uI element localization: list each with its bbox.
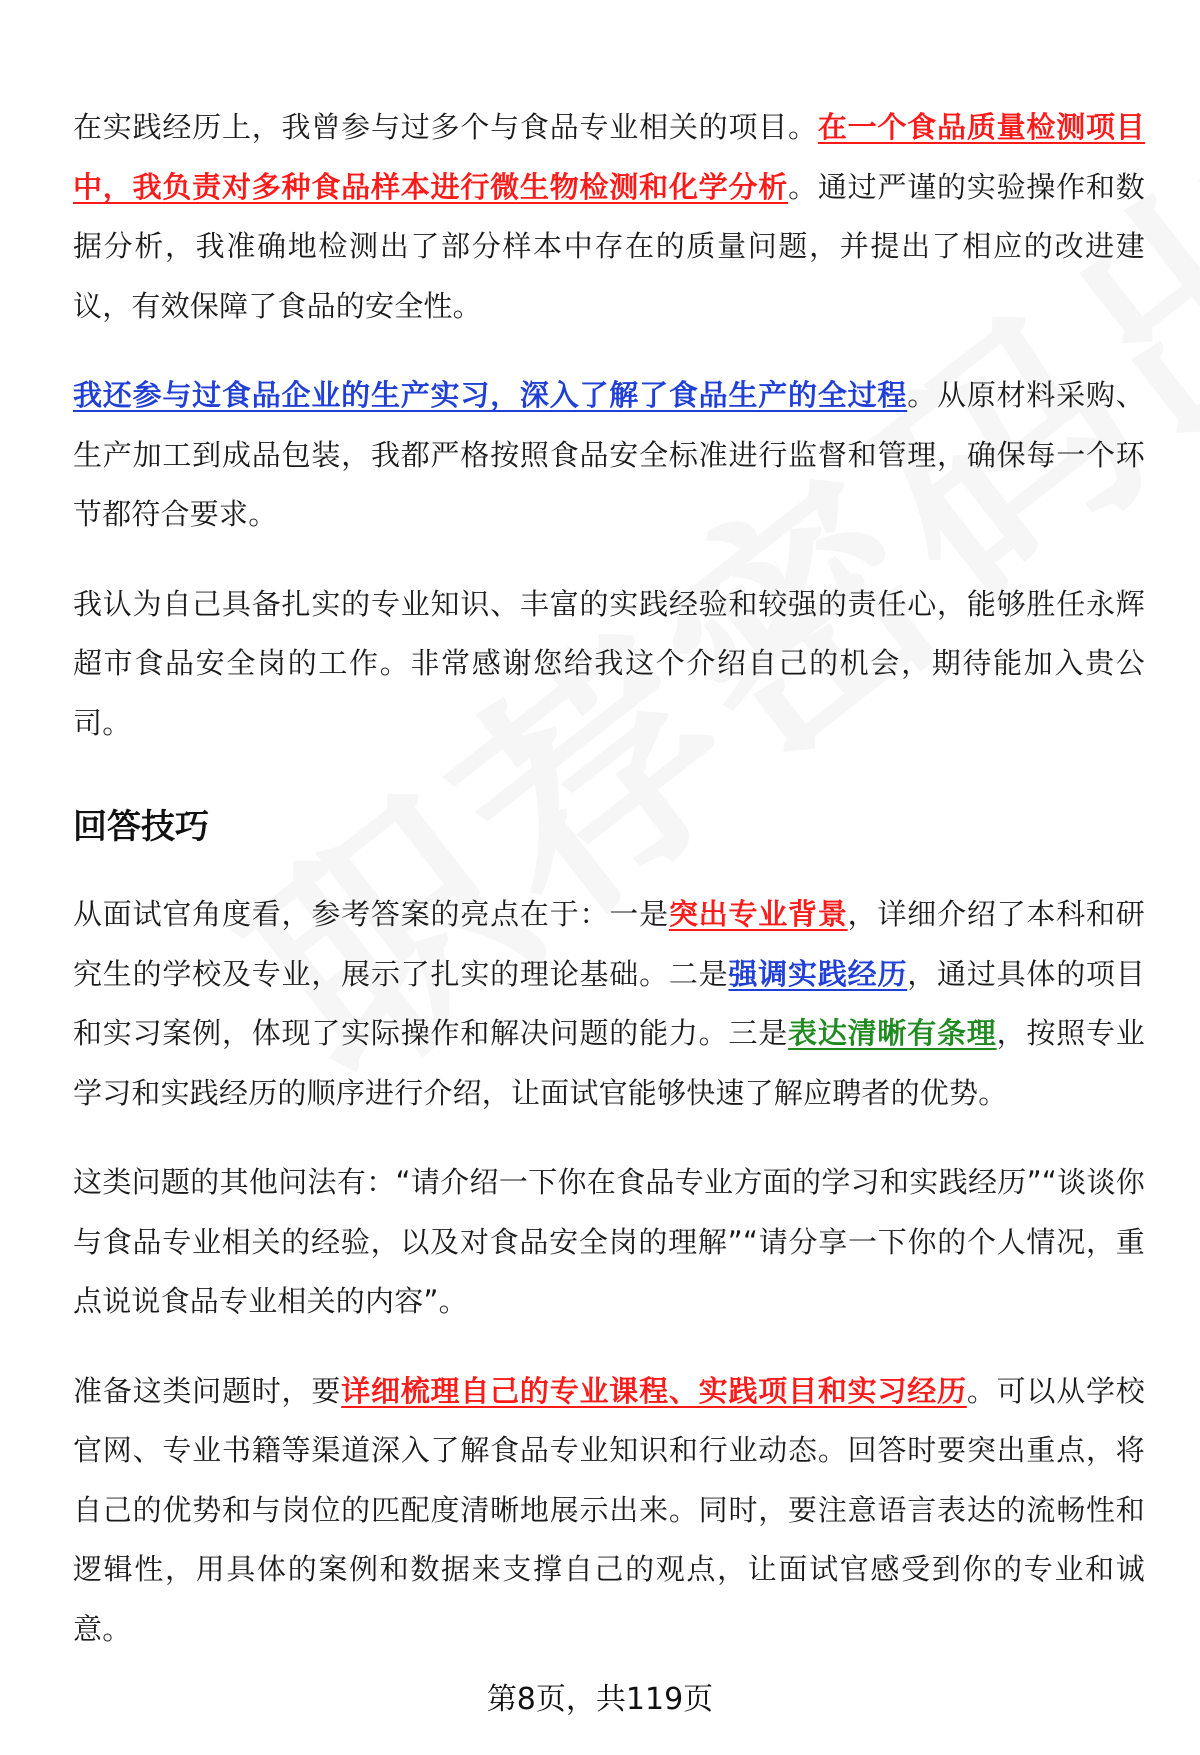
highlight-clear-expression: 表达清晰有条理 [788, 1016, 997, 1050]
section-heading: 回答技巧 [73, 807, 209, 847]
paragraph-conclusion [73, 575, 1145, 754]
text: 。可以从学校官网、专业书籍等渠道深入了解食品专业知识和行业动态。回答时要突出重点，将自己的优势和与岗位的匹配度清晰地展示出来。同时，要注意语言表达的流畅性和逻辑性，用具体的案例和数据来支撑自己的观点，让面试官感受到你的专业和诚意。 [73, 1373, 1145, 1646]
paragraph-practice-experience [73, 98, 1145, 336]
page-number: 第8页，共119页 [486, 1682, 714, 1717]
paragraph-highlights [73, 885, 1145, 1123]
highlight-sort-experience: 详细梳理自己的专业课程、实践项目和实习经历 [341, 1373, 967, 1408]
highlight-production-internship: 我还参与过食品企业的生产实习，深入了解了食品生产的全过程 [73, 378, 908, 412]
text: 我认为自己具备扎实的专业知识、丰富的实践经验和较强的责任心，能够胜任永辉超市食品安全岗的工作。非常感谢您给我这个介绍自己的机会，期待能加入贵公司。 [73, 586, 1145, 740]
paragraph-production-internship [73, 366, 1145, 545]
text: 。通过严谨的实验操作和数据分析，我准确地检测出了部分样本中存在的质量问题，并提出了相应的改进建议，有效保障了食品的安全性。 [73, 169, 1145, 323]
text: ，按照专业学习和实践经历的顺序进行介绍，让面试官能够快速了解应聘者的优势。 [73, 1016, 1145, 1110]
paragraph-preparation [73, 1362, 1145, 1660]
text: ，通过具体的项目和实习案例，体现了实际操作和解决问题的能力。三是 [73, 956, 1145, 1050]
document-body [73, 98, 1145, 1659]
text: 。从原材料采购、生产加工到成品包装，我都严格按照食品安全标准进行监督和管理，确保每一个环节都符合要求。 [73, 378, 1145, 531]
text: 从面试官角度看，参考答案的亮点在于：一是 [73, 897, 669, 931]
highlight-practice-experience: 强调实践经历 [728, 956, 908, 991]
text: ，详细介绍了本科和研究生的学校及专业，展示了扎实的理论基础。二是 [73, 897, 1145, 991]
paragraph-alternative-questions [73, 1153, 1145, 1332]
highlight-quality-testing: 在一个食品质量检测项目中，我负责对多种食品样本进行微生物检测和化学分析 [73, 110, 1145, 204]
text: 准备这类问题时，要 [73, 1373, 342, 1408]
highlight-professional-background: 突出专业背景 [668, 897, 848, 931]
text: 这类问题的其他问法有：“请介绍一下你在食品专业方面的学习和实践经历”“谈谈你与食品专业相关的经验，以及对食品安全岗的理解”“请分享一下你的个人情况，重点说说食品专业相关的内容”。 [73, 1165, 1145, 1318]
text: 在实践经历上，我曾参与过多个与食品专业相关的项目。 [73, 110, 818, 144]
